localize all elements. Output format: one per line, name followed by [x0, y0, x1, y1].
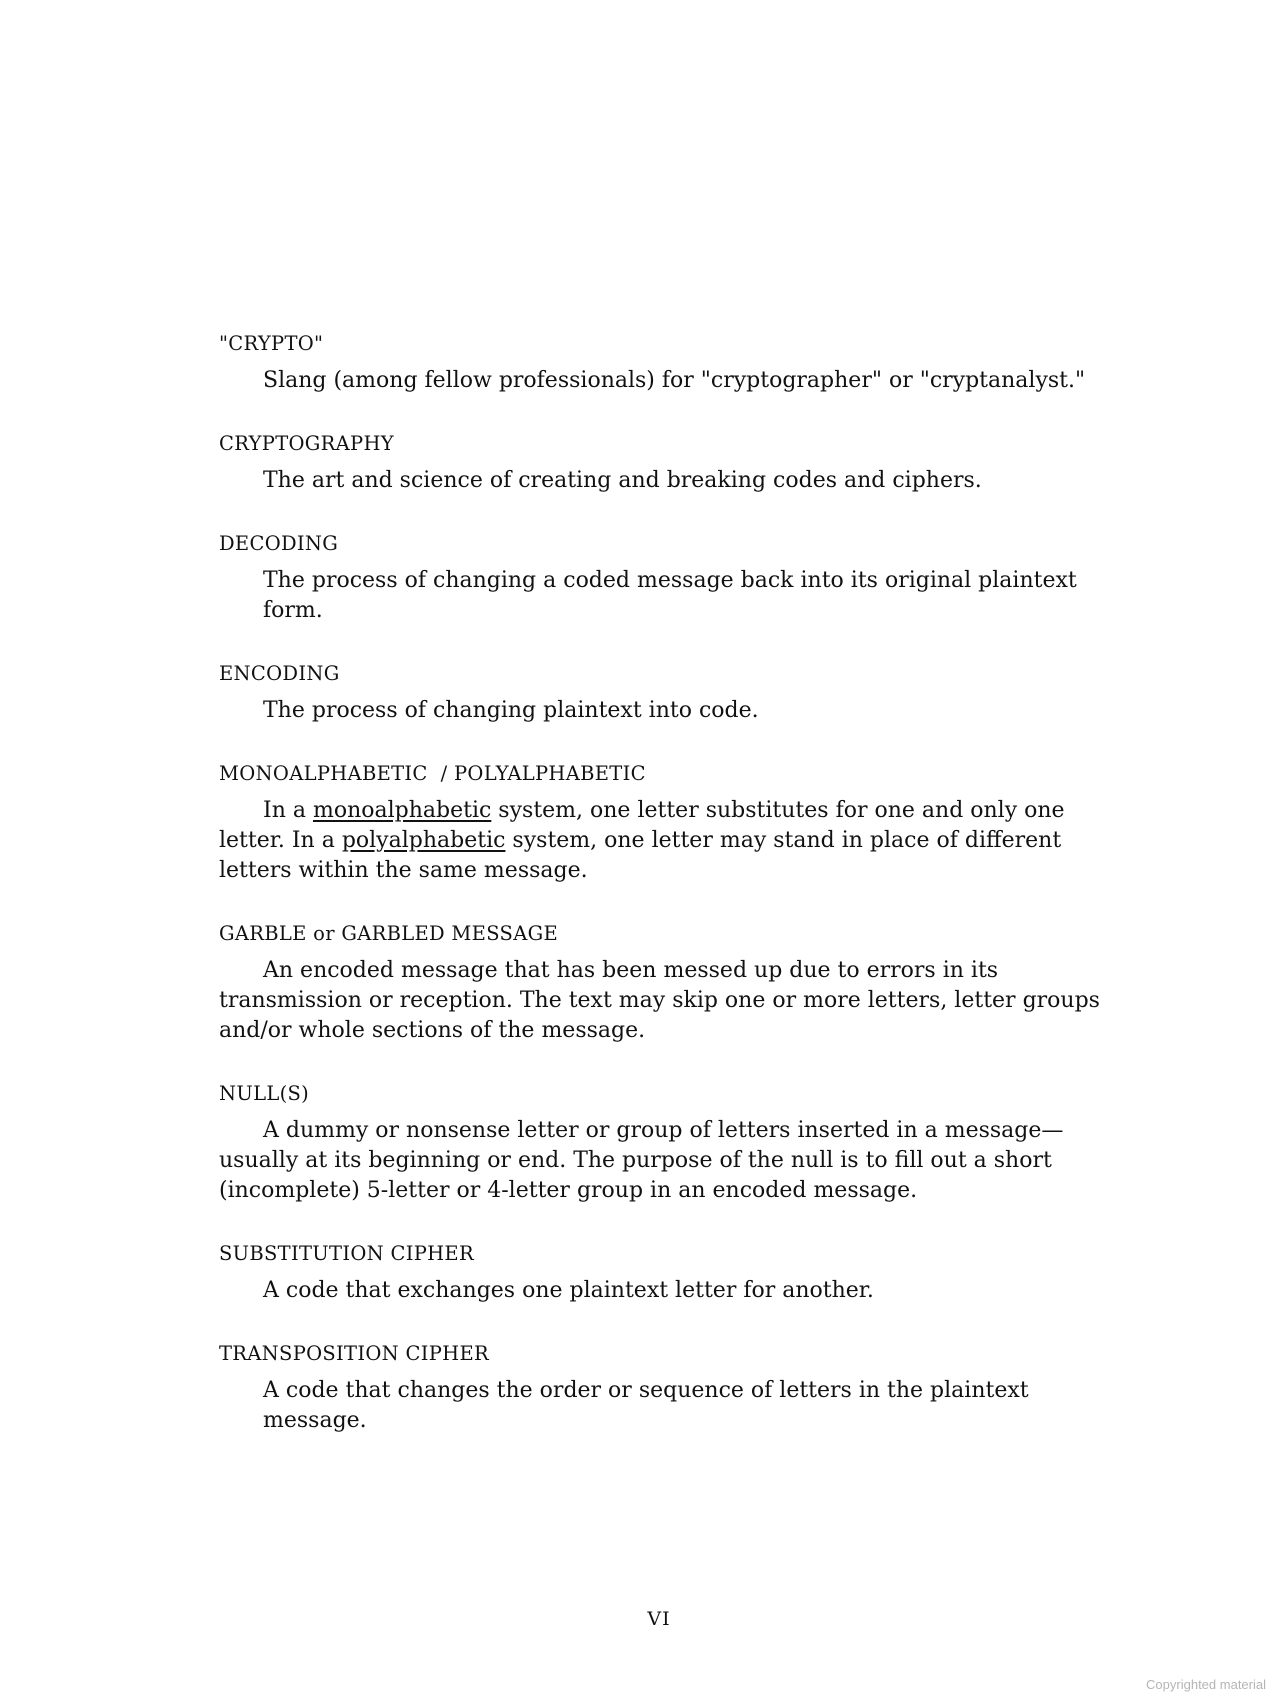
glossary-term: SUBSTITUTION CIPHER — [219, 1242, 474, 1265]
glossary-list — [219, 330, 1109, 1470]
glossary-entry-substitution-cipher — [219, 1240, 1109, 1306]
glossary-entry-crypto — [219, 330, 1109, 396]
copyright-notice: Copyrighted material — [1146, 1677, 1266, 1692]
glossary-definition: The process of changing plaintext into code. — [263, 698, 759, 723]
glossary-term — [219, 920, 1109, 948]
glossary-definition: A code that changes the order or sequence of letters in the plaintext message. — [263, 1378, 1029, 1433]
page-number: VI — [647, 1608, 671, 1630]
glossary-definition: The process of changing a coded message back into its original plaintext form. — [263, 568, 1077, 623]
underlined-term-monoalphabetic: monoalphabetic — [312, 798, 492, 823]
glossary-definition: A dummy or nonsense letter or group of letters inserted in a message—usually at its beginning or end. The purpose of the null is to fill out a short (incomplete) 5-letter or 4-letter group in an encoded message. — [219, 1118, 1064, 1203]
glossary-entry-nulls — [219, 1080, 1109, 1206]
glossary-definition — [219, 796, 1109, 886]
glossary-entry-decoding — [219, 530, 1109, 626]
term-part: GARBLE — [219, 922, 307, 945]
term-part: GARBLED MESSAGE — [341, 922, 558, 945]
glossary-definition: A code that exchanges one plaintext letter for another. — [263, 1278, 874, 1303]
glossary-definition: The art and science of creating and breaking codes and ciphers. — [263, 468, 982, 493]
glossary-entry-transposition-cipher — [219, 1340, 1109, 1436]
glossary-entry-monoalphabetic-polyalphabetic — [219, 760, 1109, 886]
glossary-entry-cryptography — [219, 430, 1109, 496]
glossary-entry-garble — [219, 920, 1109, 1046]
glossary-term: DECODING — [219, 532, 339, 555]
glossary-definition: Slang (among fellow professionals) for "cryptographer" or "cryptanalyst." — [263, 368, 1086, 393]
glossary-term: MONOALPHABETIC / POLYALPHABETIC — [219, 762, 646, 785]
definition-text: In a — [263, 798, 313, 823]
glossary-definition: An encoded message that has been messed up due to errors in its transmission or reception. The text may skip one or more letters, letter groups and/or whole sections of the message. — [219, 958, 1100, 1043]
underlined-term-polyalphabetic: polyalphabetic — [341, 828, 506, 853]
glossary-term: CRYPTOGRAPHY — [219, 432, 394, 455]
glossary-term: "CRYPTO" — [219, 332, 324, 355]
glossary-term: TRANSPOSITION CIPHER — [219, 1342, 489, 1365]
definition-text: system, one letter substitutes for one and only one letter. In a — [219, 798, 1065, 853]
glossary-term: NULL(S) — [219, 1082, 310, 1105]
term-conjunction: or — [306, 922, 342, 945]
glossary-term: ENCODING — [219, 662, 340, 685]
definition-text: system, one letter may stand in place of different letters within the same message. — [219, 828, 1062, 883]
glossary-entry-encoding — [219, 660, 1109, 726]
